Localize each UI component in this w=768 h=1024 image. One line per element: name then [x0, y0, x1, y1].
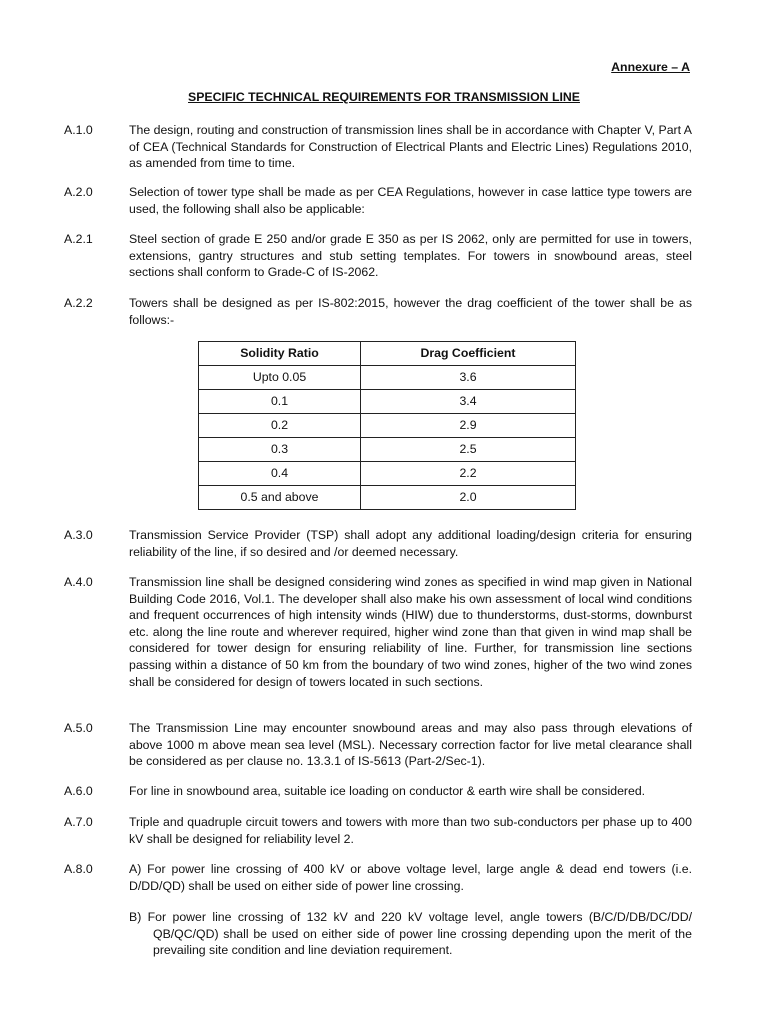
section-text: The design, routing and construction of transmission lines shall be in accordance with Chapter V, Part A of CEA (Technical Standards for Construction of Electrical Plants and Electric Lines) Regulations 2010, as amended from time to time. [129, 123, 692, 171]
table-cell: 2.5 [361, 438, 576, 462]
table-cell: 0.1 [199, 390, 361, 414]
section-text: For line in snowbound area, suitable ice loading on conductor & earth wire shall be considered. [129, 784, 646, 798]
table-cell: 2.2 [361, 462, 576, 486]
table-cell: 2.9 [361, 414, 576, 438]
table-cell: 0.2 [199, 414, 361, 438]
table-row [199, 486, 576, 510]
page-title: SPECIFIC TECHNICAL REQUIREMENTS FOR TRANSMISSION LINE [188, 90, 580, 104]
section-text: Selection of tower type shall be made as per CEA Regulations, however in case lattice type towers are used, the following shall also be applicable: [129, 185, 692, 216]
table-cell: Upto 0.05 [199, 366, 361, 390]
table-header-row [199, 342, 576, 366]
section-number: A.6.0 [64, 784, 93, 798]
section-number: A.3.0 [64, 528, 93, 542]
section-a6-0 [64, 783, 692, 800]
section-number: A.1.0 [64, 123, 93, 137]
table-row [199, 366, 576, 390]
section-text: Towers shall be designed as per IS-802:2015, however the drag coefficient of the tower shall be as follows:- [129, 296, 692, 327]
table-row [199, 462, 576, 486]
section-text: Steel section of grade E 250 and/or grade E 350 as per IS 2062, only are permitted for use in towers, extensions, gantry structures and stub setting templates. For towers in snowbound areas, steel sections shall conform to Grade-C of IS-2062. [129, 232, 692, 280]
drag-coefficient-table [198, 341, 576, 510]
section-a2-2 [64, 295, 692, 328]
section-a5-0 [64, 720, 692, 770]
section-a7-0 [64, 814, 692, 847]
section-a2-0 [64, 184, 692, 217]
column-header: Solidity Ratio [199, 342, 361, 366]
section-number: A.4.0 [64, 575, 93, 589]
table-row [199, 438, 576, 462]
table-cell: 2.0 [361, 486, 576, 510]
section-number: A.2.1 [64, 232, 93, 246]
section-text: Transmission line shall be designed considering wind zones as specified in wind map given in National Building Code 2016, Vol.1. The developer shall also make his own assessment of local wind conditions and frequent occurrences of high intensity winds (HIW) due to thunderstorms, dust-storms, downburst etc. along the line route and wherever required, higher wind zone than that given in wind map shall be considered for tower design for ensuring reliability of line. Further, for transmission line sections passing within a distance of 50 km from the boundary of two wind zones, higher of the two wind zones shall be considered for design of towers located in such sections. [129, 575, 692, 689]
section-number: A.5.0 [64, 721, 93, 735]
section-a8-0 [64, 861, 692, 894]
column-header: Drag Coefficient [361, 342, 576, 366]
annexure-label: Annexure – A [611, 60, 690, 74]
section-text: B) For power line crossing of 132 kV and 220 kV voltage level, angle towers (B/C/D/DB/DC/DD/ QB/QC/QD) shall be used on either side of power line crossing depending upon the merit of the prevailing site condition and line deviation requirement. [129, 910, 692, 958]
table-cell: 0.3 [199, 438, 361, 462]
table-cell: 0.5 and above [199, 486, 361, 510]
table-cell: 3.6 [361, 366, 576, 390]
section-number: A.2.2 [64, 296, 93, 310]
section-number: A.8.0 [64, 862, 93, 876]
section-a4-0 [64, 574, 692, 690]
section-a3-0 [64, 527, 692, 560]
table-cell: 0.4 [199, 462, 361, 486]
section-text: Transmission Service Provider (TSP) shall adopt any additional loading/design criteria for ensuring reliability of the line, if so desired and /or deemed necessary. [129, 528, 692, 559]
section-number: A.2.0 [64, 185, 93, 199]
section-text: The Transmission Line may encounter snowbound areas and may also pass through elevations of above 1000 m above mean sea level (MSL). Necessary correction factor for live metal clearance shall be considered as per clause no. 13.3.1 of IS-5613 (Part-2/Sec-1). [129, 721, 692, 769]
section-a2-1 [64, 231, 692, 281]
section-a1-0 [64, 122, 692, 172]
table-cell: 3.4 [361, 390, 576, 414]
section-text: A) For power line crossing of 400 kV or above voltage level, large angle & dead end towers (i.e. D/DD/QD) shall be used on either side of power line crossing. [129, 862, 692, 893]
section-number: A.7.0 [64, 815, 93, 829]
table-row [199, 414, 576, 438]
table-row [199, 390, 576, 414]
section-a8-0-b [129, 909, 692, 959]
section-text: Triple and quadruple circuit towers and towers with more than two sub-conductors per phase up to 400 kV shall be designed for reliability level 2. [129, 815, 692, 846]
